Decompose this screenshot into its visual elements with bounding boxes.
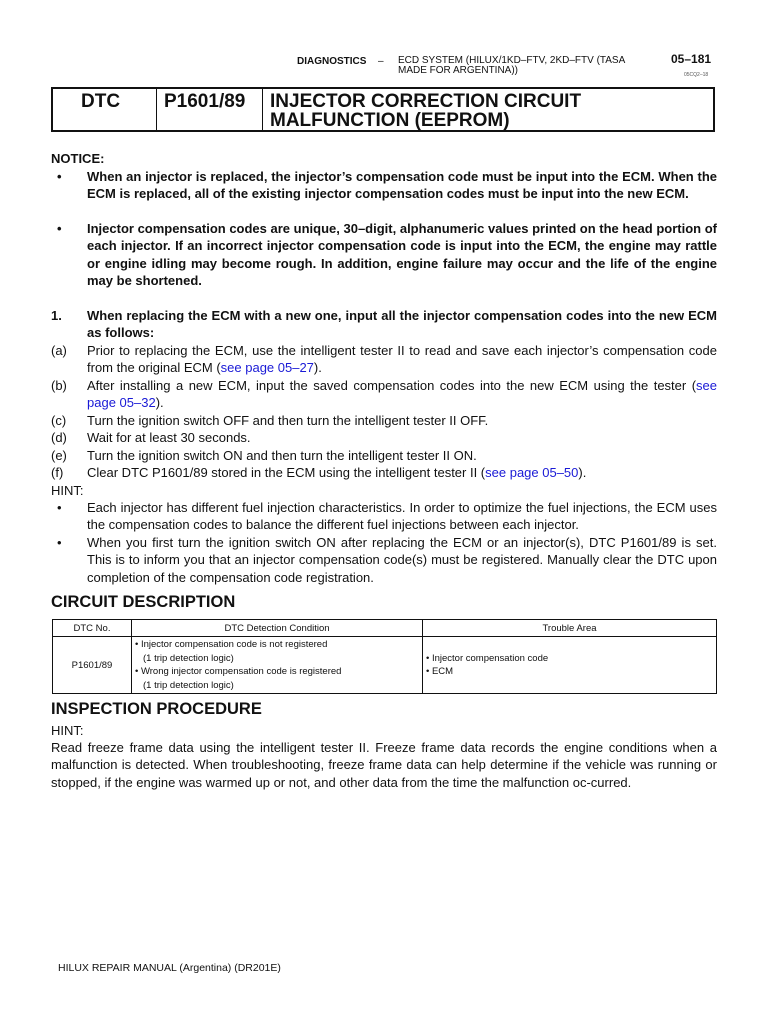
condition-line: • Injector compensation code is not registered (135, 639, 328, 650)
substep-label: (b) (51, 378, 67, 393)
header-system: ECD SYSTEM (HILUX/1KD–FTV, 2KD–FTV (TASA MADE FOR ARGENTINA)) (398, 55, 625, 76)
page-number: 05–181 (671, 52, 712, 66)
header-section: DIAGNOSTICS (297, 56, 367, 67)
substep-label: (f) (51, 465, 64, 480)
trouble-area-line: • ECM (426, 666, 454, 677)
bullet: • (57, 221, 62, 236)
substep-body: Clear DTC P1601/89 stored in the ECM using the intelligent tester II ( (87, 465, 486, 480)
trouble-area-cell (423, 637, 717, 694)
substep-text (87, 342, 717, 377)
dtc-number-cell: P1601/89 (53, 637, 132, 694)
circuit-heading: CIRCUIT DESCRIPTION (51, 593, 236, 611)
inspection-heading: INSPECTION PROCEDURE (51, 700, 262, 718)
substep-body: After installing a new ECM, input the saved compensation codes into the new ECM using the tester ( (87, 378, 697, 393)
substep-label: (e) (51, 448, 67, 463)
doc-code: 05CQ2–18 (684, 72, 709, 78)
substep-text: Turn the ignition switch ON and then turn the intelligent tester II ON. (87, 448, 477, 463)
title-dtc-code: P1601/89 (157, 89, 263, 130)
title-dtc-label: DTC (53, 89, 157, 130)
table-row (53, 637, 717, 694)
table-header: DTC Detection Condition (132, 620, 423, 637)
notice-item: Injector compensation codes are unique, 30–digit, alphanumeric values printed on the head portion of each injector. If an incorrect injector compensation code is input into the ECM, the engine may rattle or engine idling may become rough. In addition, engine failure may occur and the life of the engine may be shortened. (87, 221, 717, 289)
bullet: • (57, 169, 62, 184)
substep-label: (c) (51, 413, 67, 428)
substep-text: Wait for at least 30 seconds. (87, 430, 251, 445)
page-link[interactable]: see page 05–50 (485, 465, 579, 480)
substep-label: (a) (51, 343, 67, 358)
step-text: When replacing the ECM with a new one, input all the injector compensation codes into the new ECM as follows: (87, 308, 717, 341)
table-header: Trouble Area (423, 620, 717, 637)
table-header: DTC No. (53, 620, 132, 637)
notice-label: NOTICE: (51, 151, 105, 166)
dtc-table (52, 619, 717, 694)
inspection-hint-label: HINT: (51, 723, 84, 738)
footer: HILUX REPAIR MANUAL (Argentina) (DR201E) (58, 962, 281, 974)
title-dtc-description (263, 89, 713, 130)
bullet: • (57, 500, 62, 515)
bullet: • (57, 535, 62, 550)
inspection-text: Read freeze frame data using the intelligent tester II. Freeze frame data records the engine conditions when a malfunction is detected. When troubleshooting, freeze frame data can help determine if the vehicle was running or stopped, if the engine was warmed up or not, and other data from the time the malfunction oc-curred. (51, 740, 717, 790)
substep-tail: ). (578, 465, 587, 480)
substep-body: Prior to replacing the ECM, use the intelligent tester II to read and save each injector’s compensation code from the original ECM ( (87, 343, 717, 376)
step-number: 1. (51, 308, 62, 323)
condition-line: (1 trip detection logic) (143, 652, 234, 664)
hint-item: Each injector has different fuel injection characteristics. In order to optimize the fuel injections, the ECM uses the compensation codes to balance the different fuel injections between each injector. (87, 500, 717, 533)
substep-text (87, 377, 717, 412)
substep-text (87, 464, 717, 481)
title-line-1: INJECTOR CORRECTION CIRCUIT (270, 91, 582, 112)
substep-label: (d) (51, 430, 67, 445)
condition-line: • Wrong injector compensation code is registered (135, 666, 342, 677)
hint-item: When you first turn the ignition switch ON after replacing the ECM or an injector(s), DTC P1601/89 is set. This is to inform you that an injector compensation code(s) must be registered. Manually clear the DTC upon completion of the compensation code registration. (87, 535, 717, 585)
notice-item: When an injector is replaced, the injector’s compensation code must be input into the ECM. When the ECM is replaced, all of the existing injector compensation codes must be input into the new ECM. (87, 169, 717, 202)
substep-tail: ). (155, 395, 164, 411)
hint-label: HINT: (51, 483, 84, 498)
condition-line: (1 trip detection logic) (143, 679, 234, 691)
detection-condition-cell (132, 637, 423, 694)
page-link[interactable]: see page 05–27 (220, 360, 314, 376)
title-line-2: MALFUNCTION (EEPROM) (270, 110, 510, 131)
trouble-area-line: • Injector compensation code (426, 652, 549, 664)
substep-text: Turn the ignition switch OFF and then turn the intelligent tester II OFF. (87, 413, 489, 428)
header-dash: – (378, 56, 384, 67)
dtc-title-box (51, 87, 715, 132)
table-header-row (53, 620, 717, 637)
page-link[interactable]: see page 05–32 (87, 378, 717, 411)
substep-tail: ). (313, 360, 322, 376)
